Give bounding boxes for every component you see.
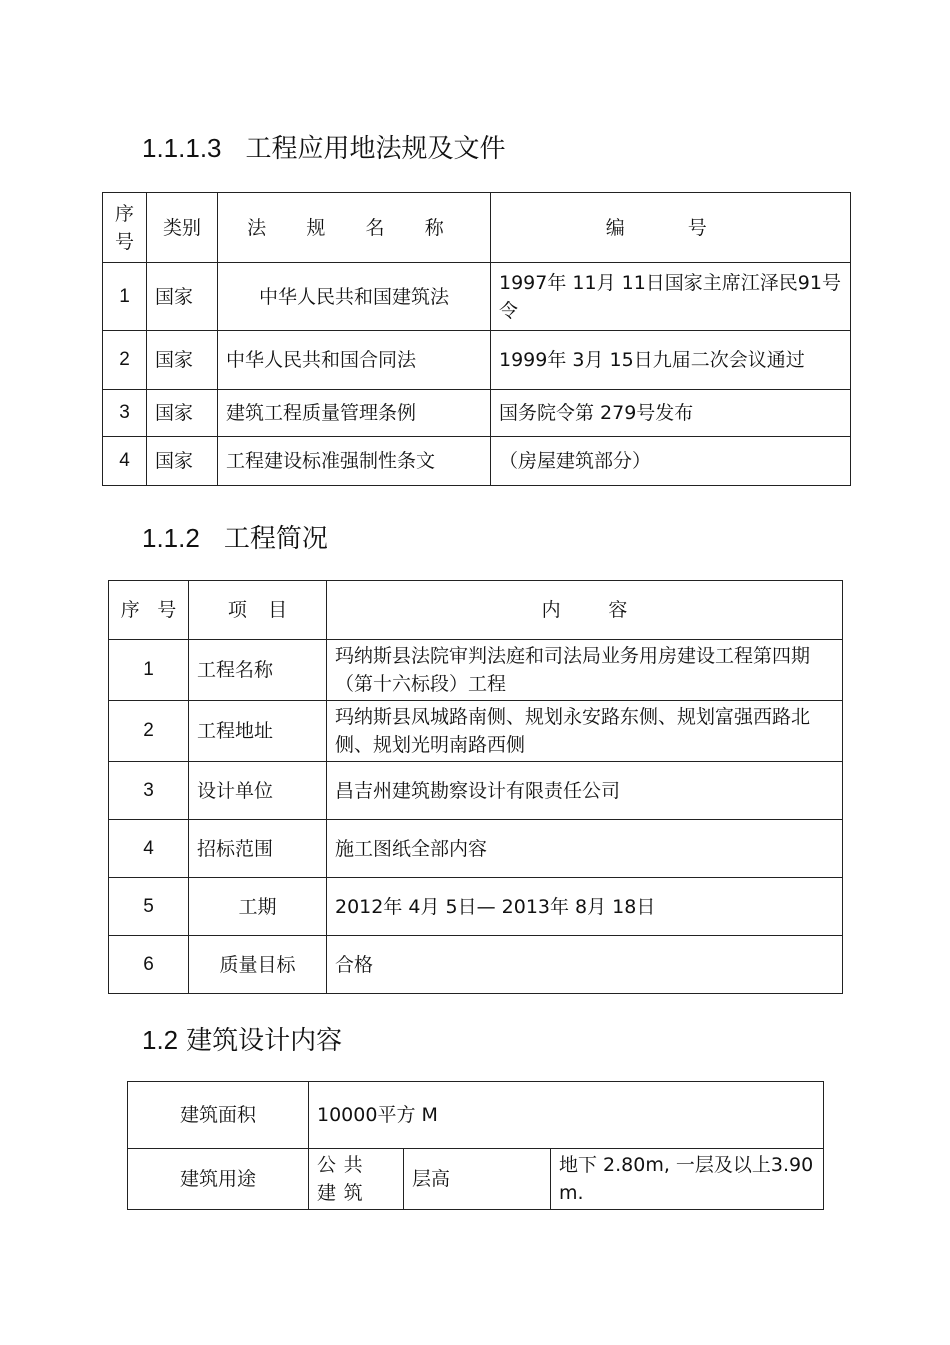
regulation-number-cell: （房屋建筑部分）	[491, 437, 851, 486]
table-row	[103, 437, 851, 486]
row-index: 6	[109, 936, 189, 994]
row-index: 1	[109, 640, 189, 701]
table-row	[109, 878, 843, 936]
item-content-cell: 合格	[327, 936, 843, 994]
table-row	[109, 936, 843, 994]
category-cell: 国家	[147, 263, 218, 331]
header-cell: 序 号	[109, 581, 189, 640]
row-index: 3	[109, 762, 189, 820]
item-content-cell: 2012年 4月 5日— 2013年 8月 18日	[327, 878, 843, 936]
floor-height-label: 层高	[404, 1149, 551, 1210]
section-heading-regulations	[142, 128, 506, 165]
section-title: 建筑设计内容	[186, 1026, 343, 1056]
header-cell: 法 规 名 称	[218, 193, 491, 263]
regulations-table	[102, 192, 851, 486]
regulation-name-cell: 建筑工程质量管理条例	[218, 390, 491, 437]
item-label-cell: 工程地址	[189, 701, 327, 762]
building-use-label: 建筑用途	[128, 1149, 309, 1210]
floor-height-value: 地下 2.80m, 一层及以上3.90m.	[551, 1149, 824, 1210]
row-index: 4	[109, 820, 189, 878]
table-row	[128, 1082, 824, 1149]
section-heading-overview	[142, 518, 328, 555]
row-index: 5	[109, 878, 189, 936]
building-area-value: 10000平方 M	[309, 1082, 824, 1149]
item-content-cell: 玛纳斯县凤城路南侧、规划永安路东侧、规划富强西路北侧、规划光明南路西侧	[327, 701, 843, 762]
table-row	[103, 263, 851, 331]
header-cell: 序号	[103, 193, 147, 263]
item-content-cell: 昌吉州建筑勘察设计有限责任公司	[327, 762, 843, 820]
building-use-value: 公共建筑	[309, 1149, 404, 1210]
table-row	[109, 762, 843, 820]
section-title: 工程简况	[223, 524, 328, 554]
item-content-cell: 施工图纸全部内容	[327, 820, 843, 878]
regulation-name-cell: 中华人民共和国合同法	[218, 331, 491, 390]
header-cell: 类别	[147, 193, 218, 263]
item-label-cell: 工期	[189, 878, 327, 936]
regulation-name-cell: 工程建设标准强制性条文	[218, 437, 491, 486]
building-area-label: 建筑面积	[128, 1082, 309, 1149]
item-label-cell: 招标范围	[189, 820, 327, 878]
regulation-number-cell: 1997年 11月 11日国家主席江泽民91号令	[491, 263, 851, 331]
section-number: 1.1.2	[142, 523, 200, 553]
category-cell: 国家	[147, 331, 218, 390]
row-index: 1	[103, 263, 147, 331]
header-cell: 编 号	[491, 193, 851, 263]
header-cell: 项 目	[189, 581, 327, 640]
item-label-cell: 工程名称	[189, 640, 327, 701]
regulation-name-cell: 中华人民共和国建筑法	[218, 263, 491, 331]
table-row	[109, 701, 843, 762]
row-index: 3	[103, 390, 147, 437]
regulation-number-cell: 1999年 3月 15日九届二次会议通过	[491, 331, 851, 390]
row-index: 4	[103, 437, 147, 486]
table-row	[128, 1149, 824, 1210]
table-row	[103, 331, 851, 390]
category-cell: 国家	[147, 437, 218, 486]
item-label-cell: 设计单位	[189, 762, 327, 820]
header-cell: 内 容	[327, 581, 843, 640]
item-content-cell: 玛纳斯县法院审判法庭和司法局业务用房建设工程第四期（第十六标段）工程	[327, 640, 843, 701]
section-heading-design	[142, 1020, 342, 1057]
table-header-row	[103, 193, 851, 263]
section-number: 1.2	[142, 1025, 179, 1055]
item-label-cell: 质量目标	[189, 936, 327, 994]
table-header-row	[109, 581, 843, 640]
row-index: 2	[109, 701, 189, 762]
design-content-table	[127, 1081, 824, 1210]
category-cell: 国家	[147, 390, 218, 437]
regulation-number-cell: 国务院令第 279号发布	[491, 390, 851, 437]
row-index: 2	[103, 331, 147, 390]
table-row	[109, 640, 843, 701]
table-row	[109, 820, 843, 878]
project-overview-table	[108, 580, 843, 994]
section-number: 1.1.1.3	[142, 133, 222, 163]
section-title: 工程应用地法规及文件	[245, 134, 506, 164]
table-row	[103, 390, 851, 437]
